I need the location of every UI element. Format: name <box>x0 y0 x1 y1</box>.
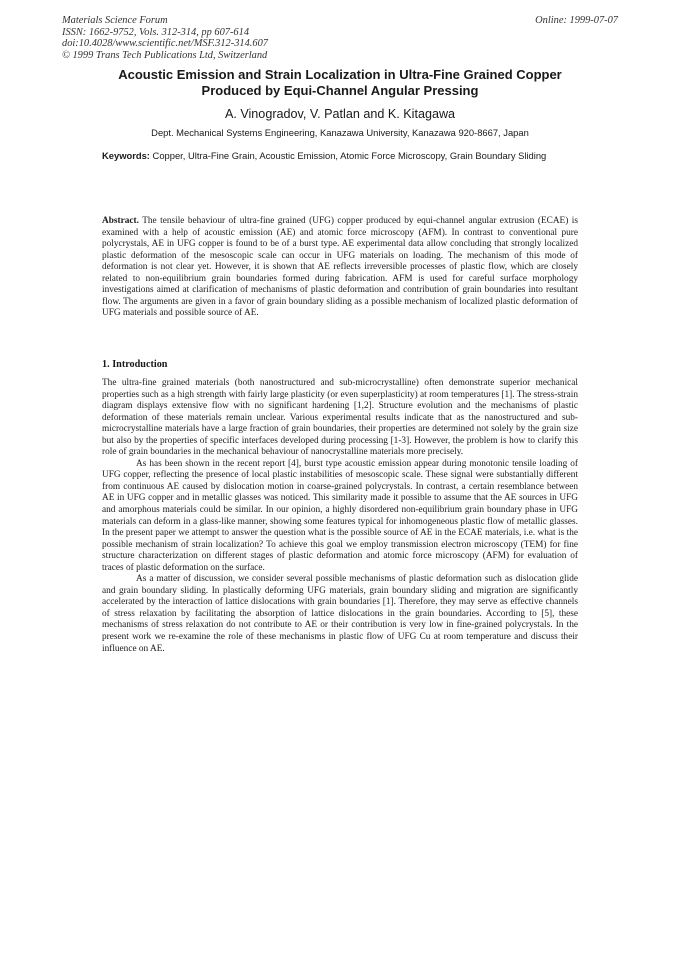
keywords-text: Copper, Ultra-Fine Grain, Acoustic Emission, Atomic Force Microscopy, Grain Boundary Sliding <box>152 150 547 161</box>
abstract-text: The tensile behaviour of ultra-fine grained (UFG) copper produced by equi-channel angular extrusion (ECAE) is examined with a help of acoustic emission (AE) and atomic force microscopy (AFM). In contrast to conventional pure polycrystals, AE in UFG copper is found to be of a burst type. AE experimental data allow concluding that strongly localized plastic deformation of the mesoscopic scale can occur in UFG materials on loading. The mechanism of this mode of deformation is not clear yet. However, it is shown that AE reflects irreversible processes of plastic flow, which are closely related to non-equilibrium grain boundaries formed during fabrication. AFM is used for careful surface morphology investigations aimed at clarification of mechanisms of plastic deformation and contribution of grain boundaries into resultant flow. The arguments are given in a favor of grain boundary sliding as a possible mechanism of localized plastic deformation of UFG materials and possible source of AE. <box>102 216 578 319</box>
online-date: Online: 1999-07-07 <box>535 15 618 26</box>
issn-line: ISSN: 1662-9752, Vols. 312-314, pp 607-614 <box>62 26 250 38</box>
section-heading-introduction: 1. Introduction <box>102 359 168 370</box>
keywords-label: Keywords: <box>102 150 150 161</box>
paper-title <box>62 67 618 98</box>
title-line-2: Produced by Equi-Channel Angular Pressing <box>201 82 479 98</box>
citation-header <box>62 15 618 61</box>
copyright-line: © 1999 Trans Tech Publications Ltd, Switzerland <box>62 49 268 61</box>
title-line-1: Acoustic Emission and Strain Localization in Ultra-Fine Grained Copper <box>118 67 562 82</box>
paragraph: As has been shown in the recent report [4], burst type acoustic emission appear during monotonic tensile loading of UFG copper, reflecting the presence of local plastic instabilities of mesoscopic scale. These signal were substantially different from continuous AE caused by dislocation motion in coarse-grained polycrystals. In contrast, a certain resemblance between AE in UFG copper and in metallic glasses was noticed. This similarity made it possible to assume that the AE sources in UFG and amorphous materials could be similar. In our opinion, a highly disordered non-equilibrium grain boundary phase in UFG materials can deform in a glass-like manner, showing some features typical for inhomogeneous plastic flow of metallic glasses. In the present paper we attempt to answer the question what is the possible source of AE in the ECAE materials, i.e. what is the possible mechanism of strain localization? To achieve this goal we employ transmission electron microscopy (TEM) for fine structure characterization on different stages of plastic deformation and atomic force microscopy (AFM) for evaluation of traces of plastic deformation on the surface. <box>102 458 578 573</box>
abstract <box>102 216 578 320</box>
keywords <box>102 150 578 162</box>
paragraph: As a matter of discussion, we consider several possible mechanisms of plastic deformation such as dislocation glide and grain boundary sliding. In plastically deforming UFG materials, grain boundary sliding and migration are significantly accelerated by the interaction of lattice dislocations with grain boundaries [1]. Therefore, they may serve as effective channels of stress relaxation by facilitating the absorption of lattice dislocations in the grain boundaries. According to [5], these mechanisms of stress relaxation do not contribute to AE or their contribution is very low in fine-grained polycrystals. In the present work we re-examine the role of these mechanisms in plastic flow of UFG Cu at room temperature and discuss their influence on AE. <box>102 574 578 654</box>
introduction-body <box>102 378 578 655</box>
authors: A. Vinogradov, V. Patlan and K. Kitagawa <box>224 107 456 121</box>
abstract-label: Abstract. <box>102 216 139 226</box>
affiliation: Dept. Mechanical Systems Engineering, Kanazawa University, Kanazawa 920-8667, Japan <box>151 127 529 138</box>
paragraph: The ultra-fine grained materials (both nanostructured and sub-microcrystalline) often demonstrate superior mechanical properties such as a high strength with fairly large plasticity (or even superplasticity) at room temperatures [1]. The stress-strain diagram displays extensive flow with no significant hardening [1,2]. Structure evolution and the mechanisms of plastic deformation of these materials remain unclear. Various experimental results indicate that as the nanostructured and sub-microcrystalline materials have a large fraction of grain boundaries, their properties are determined not solely by the grain size but also by the properties of specific interfaces developed during processing [1-3]. However, the problem is how to clarify this role of grain boundaries in the mechanical behaviour of nanocrystalline materials more precisely. <box>102 378 578 458</box>
doi-line: doi:10.4028/www.scientific.net/MSF.312-314.607 <box>62 38 268 50</box>
journal-name: Materials Science Forum <box>62 15 168 26</box>
